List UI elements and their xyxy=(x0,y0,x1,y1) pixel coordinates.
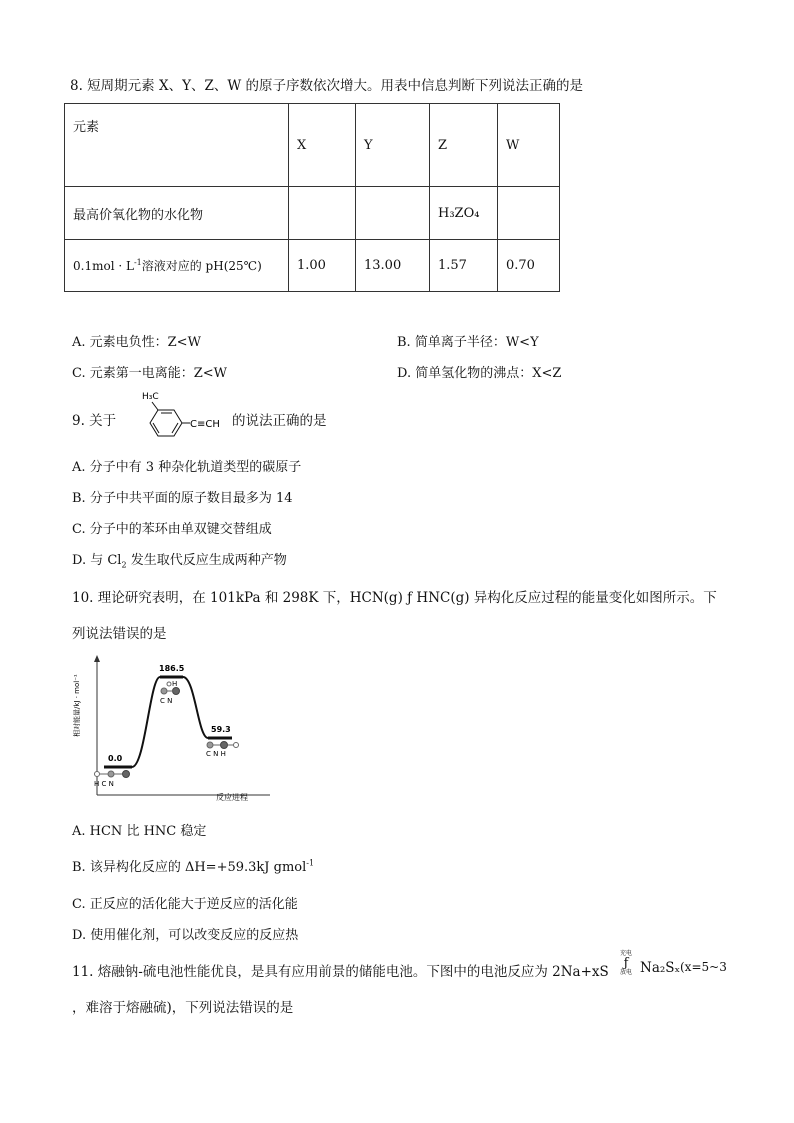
reaction-arrow: 充电 ƒ 放电 xyxy=(619,950,632,976)
table-cell: 13.00 xyxy=(356,240,430,292)
element-table xyxy=(64,103,560,292)
table-cell: 0.70 xyxy=(498,240,560,292)
molecule-structure xyxy=(128,388,238,444)
alkyne-label: C≡CH xyxy=(190,419,220,430)
q8-option-a: A. 元素电负性：Z<W xyxy=(72,335,201,350)
q11-stem-line1: 11. 熔融钠-硫电池性能优良，是具有应用前景的储能电池。下图中的电池反应为 2Na+xS xyxy=(72,964,609,980)
q9-option-d: D. 与 $Cl_2$ 发生取代反应生成两种产物 xyxy=(72,553,287,570)
level-value: 59.3 xyxy=(211,725,231,734)
level-value: 0.0 xyxy=(108,754,123,763)
q10-option-d: D. 使用催化剂，可以改变反应的反应热 xyxy=(72,928,299,943)
q9-stem-pre: 9. 关于 xyxy=(72,413,117,429)
energy-diagram xyxy=(70,655,280,805)
table-cell xyxy=(498,187,560,240)
q8-stem: 8. 短周期元素 X、Y、Z、W 的原子序数依次增大。用表中信息判断下列说法正确的是 xyxy=(70,78,584,94)
y-axis-label: 相对能量/kJ · mol⁻¹ xyxy=(73,674,81,737)
q11-product: Na₂Sₓ xyxy=(640,960,681,976)
level-value: 186.5 xyxy=(159,664,185,673)
ring-double-bond xyxy=(153,423,159,433)
q9-option-b: B. 分子中共平面的原子数目最多为 14 xyxy=(72,491,293,506)
q9-option-a: A. 分子中有 3 种杂化轨道类型的碳原子 xyxy=(72,460,302,475)
atom-h xyxy=(167,682,171,686)
atom-h xyxy=(95,772,100,777)
q9-stem-post: 的说法正确的是 xyxy=(232,413,327,429)
table-cell xyxy=(356,187,430,240)
q11-stem-line2: ，难溶于熔融硫)，下列说法错误的是 xyxy=(72,1000,294,1016)
q10-option-c: C. 正反应的活化能大于逆反应的活化能 xyxy=(72,897,298,912)
atom-labels: H C N xyxy=(94,780,114,788)
q8-option-b: B. 简单离子半径：W<Y xyxy=(397,335,539,350)
table-header-element: 元素 xyxy=(65,104,289,187)
table-header-y: Y xyxy=(356,104,430,187)
q9-option-c: C. 分子中的苯环由单双键交替组成 xyxy=(72,522,272,537)
table-header-z: Z xyxy=(430,104,498,187)
q10-option-b: B. 该异构化反应的 ΔH=+59.3kJ gmol$^{-1}$ xyxy=(72,858,315,875)
y-axis-arrow xyxy=(94,655,100,662)
table-header-w: W xyxy=(498,104,560,187)
atom-labels: C N xyxy=(160,697,173,705)
atom-h xyxy=(234,743,239,748)
table-cell: 1.00 xyxy=(289,240,356,292)
atom-c xyxy=(207,742,213,748)
atom-n xyxy=(221,742,228,749)
table-row1-label: 最高价氧化物的水化物 xyxy=(65,187,289,240)
table-row2-label: $0.1mol \cdot L^{-1}$溶液对应的 pH(25℃) xyxy=(65,240,289,292)
table-cell: H₃ZO₄ xyxy=(430,187,498,240)
atom-n xyxy=(123,771,130,778)
q10-stem-line1: 10. 理论研究表明，在 101kPa 和 298K 下，HCN(g) ƒ HNC(g) 异构化反应过程的能量变化如图所示。下 xyxy=(72,590,717,606)
q10-stem-line2: 列说法错误的是 xyxy=(72,626,167,642)
atom-c xyxy=(161,688,167,694)
atom-c xyxy=(108,771,114,777)
benzene-ring xyxy=(150,410,182,436)
atom-labels: C N H xyxy=(206,750,226,758)
x-axis-label: 反应进程 xyxy=(216,793,248,802)
q8-option-c: C. 元素第一电离能：Z<W xyxy=(72,366,228,381)
q10-option-a: A. HCN 比 HNC 稳定 xyxy=(72,824,207,839)
table-cell xyxy=(289,187,356,240)
table-cell: 1.57 xyxy=(430,240,498,292)
q8-option-d: D. 简单氢化物的沸点：X<Z xyxy=(397,366,562,381)
table-header-x: X xyxy=(289,104,356,187)
ts-h-label: H xyxy=(172,680,178,688)
ch3-label: H₃C xyxy=(142,392,159,402)
methyl-bond xyxy=(152,402,158,410)
q11-condition: (x=5~3 xyxy=(680,960,727,974)
atom-n xyxy=(173,688,180,695)
